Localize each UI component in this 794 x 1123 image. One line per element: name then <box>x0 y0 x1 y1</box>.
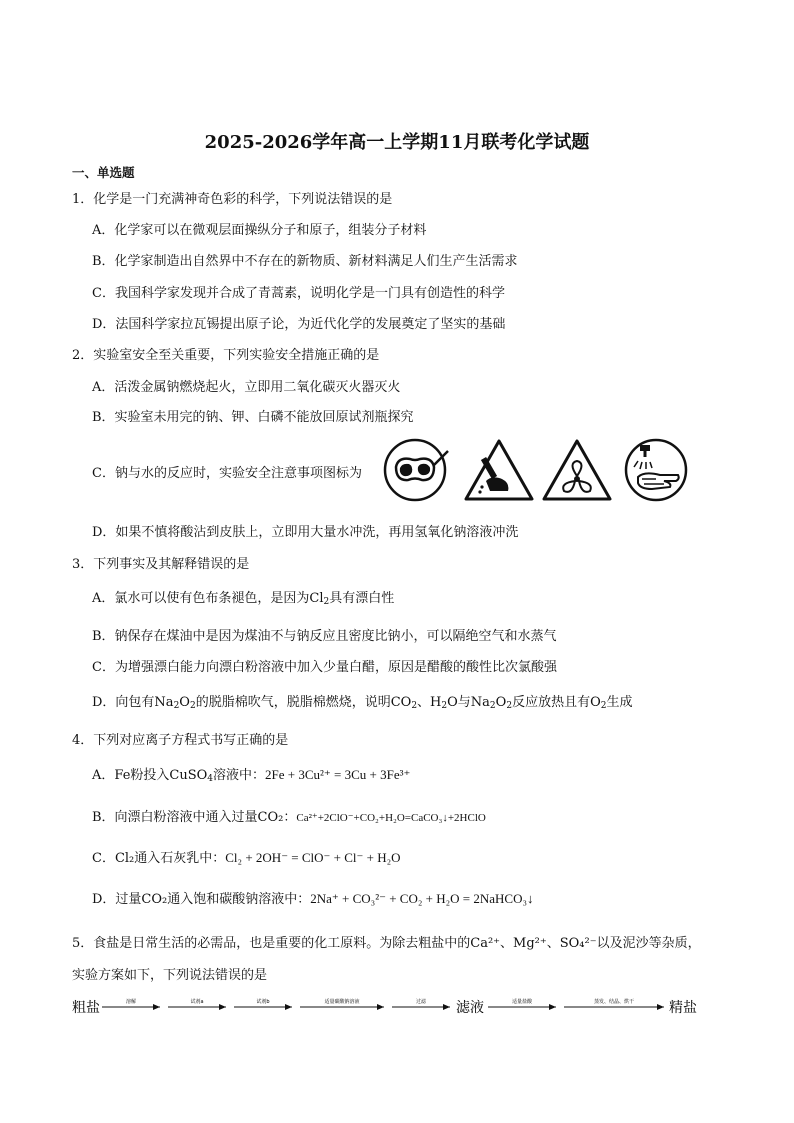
wash-hands-icon <box>626 440 686 500</box>
question-4-option-a: A．Fe粉投入CuSO$_4$溶液中：2Fe + 3Cu²⁺ = 3Cu + 3Fe³⁺ <box>92 767 411 784</box>
question-5-stem-line2: 实验方案如下，下列说法错误的是 <box>72 968 268 983</box>
question-3-option-b: B．钠保存在煤油中是因为煤油不与钠反应且密度比钠小，可以隔绝空气和水蒸气 <box>92 629 557 644</box>
question-2-option-c: C．钠与水的反应时，实验安全注意事项图标为 <box>92 466 362 481</box>
question-2-option-a: A．活泼金属钠燃烧起火，立即用二氧化碳灭火器灭火 <box>92 380 401 395</box>
question-3-option-d: D．向包有$Na_2O_2$的脱脂棉吹气，脱脂棉燃烧，说明$CO_2$、$H_2O$与$Na_2O_2$反应放热且有$O_2$生成 <box>92 695 633 711</box>
question-1-option-b: B．化学家制造出自然界中不存在的新物质、新材料满足人们生产生活需求 <box>92 254 518 269</box>
question-4-option-d: D．过量CO₂通入饱和碳酸钠溶液中：2Na⁺ + CO₃²⁻ + CO₂ + H₂O = 2NaHCO₃↓ <box>92 891 534 907</box>
flow-step-label: 溶解 <box>125 999 137 1005</box>
page-title: 2025-2026学年高一上学期11月联考化学试题 <box>204 132 590 153</box>
question-4-stem: 4．下列对应离子方程式书写正确的是 <box>72 733 289 748</box>
safety-icons <box>382 437 694 503</box>
question-1-option-c: C．我国科学家发现并合成了青蒿素，说明化学是一门具有创造性的科学 <box>92 286 505 301</box>
flow-end-label: 精盐 <box>669 1000 697 1016</box>
ventilation-icon <box>544 441 610 499</box>
flow-step-label: 蒸发、结晶、烘干 <box>593 999 635 1005</box>
question-2-option-d: D．如果不慎将酸沾到皮肤上，立即用大量水冲洗，再用氢氧化钠溶液冲洗 <box>92 525 519 540</box>
flow-step-label: 试剂a <box>190 999 204 1005</box>
question-5-stem-line1: 5．食盐是日常生活的必需品，也是重要的化工原料。为除去粗盐中的Ca²⁺、Mg²⁺、SO₄²⁻以及泥沙等杂质， <box>72 936 701 951</box>
flow-mid-label: 滤液 <box>456 1000 484 1016</box>
question-1-stem: 1．化学是一门充满神奇色彩的科学，下列说法错误的是 <box>72 192 393 207</box>
flow-step-label: 适量碳酸钠溶液 <box>324 999 360 1005</box>
question-1-option-d: D．法国科学家拉瓦锡提出原子论，为近代化学的发展奠定了坚实的基础 <box>92 317 506 332</box>
question-3-option-a: A．氯水可以使有色布条褪色，是因为$Cl_2$具有漂白性 <box>92 591 395 607</box>
question-4-option-c: C．Cl₂通入石灰乳中：Cl₂ + 2OH⁻ = ClO⁻ + Cl⁻ + H₂O <box>92 850 401 866</box>
section-heading: 一、单选题 <box>72 165 135 180</box>
question-3-stem: 3．下列事实及其解释错误的是 <box>72 557 250 572</box>
goggles-icon <box>385 440 448 500</box>
question-1-option-a: A．化学家可以在微观层面操纵分子和原子，组装分子材料 <box>92 223 427 238</box>
question-4-option-b: B．向漂白粉溶液中通入过量CO₂：Ca²⁺+2ClO⁻+CO₂+H₂O=CaCO₃↓+2HClO <box>92 810 486 825</box>
flow-start-label: 粗盐 <box>72 1000 100 1016</box>
hot-hazard-icon <box>466 441 532 499</box>
flow-step-label: 过滤 <box>415 999 427 1005</box>
question-2-stem: 2．实验室安全至关重要，下列实验安全措施正确的是 <box>72 348 380 363</box>
question-3-option-c: C．为增强漂白能力向漂白粉溶液中加入少量白醋，原因是醋酸的酸性比次氯酸强 <box>92 660 557 675</box>
question-2-option-b: B．实验室未用完的钠、钾、白磷不能放回原试剂瓶探究 <box>92 410 414 425</box>
flow-step-label: 适量盐酸 <box>511 999 533 1005</box>
purification-flowchart <box>72 990 702 1030</box>
flow-step-label: 试剂b <box>256 999 270 1005</box>
